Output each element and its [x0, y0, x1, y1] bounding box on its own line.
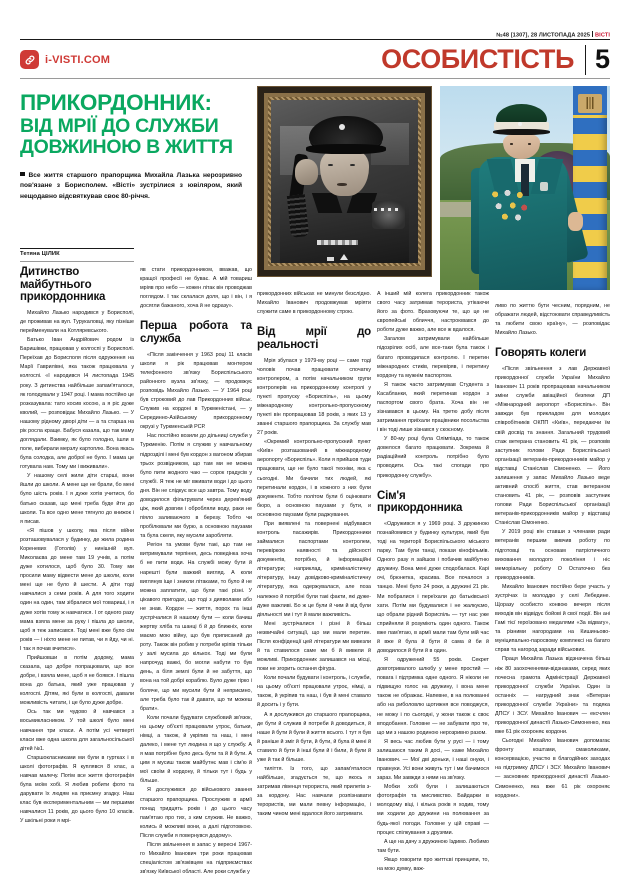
- page-number: 5: [594, 44, 610, 74]
- photo-frame-inner: [271, 100, 418, 263]
- paragraph: Михайло Іванович постійно бере участь у зустрічах із молоддю у селі Лебедине. Щоразу особисто конвою вечеря після виходів він відвідує бойові й свої події. Він ані Гамі тієї героїзовано медалями «За відвагу», та різними нагородами на Кишиньово-муніципально-паросвому комплексі на багато справ та нагород заради військових.: [495, 583, 610, 654]
- paragraph: При виявлені та повернені відбувався контроль пасажирів. Прикордонники займалися паспортами контролем, перевіркою наявності та дійсності документів, потрібно, й інформаційні літератури; наприклад, криміналістичну літературу, іншу довідково-криміналістичну літературу, яка одержувалася, але поза належно й потрібні були такі факти, які дуже-дуже важливі. Бо ж це були й чим й від були діяльності ми і тут й мали важливість.: [257, 520, 371, 618]
- paragraph: Батько Іван Андрійович родом із Баришівки, працював у колгоспі у Борисполі. Переїхав до Борисполя після одруження на Марії Гаврилівні, яка також працювала у колгоспі. «І народився I4 листопада 1945 року. З дитинства найбільше запам'яталося, як голодували у 1947 році. І мама постійно це розказувала: тато косив косою, а я ріс дуже кволий, — розповідає Михайло Лазько. — У нашому рідному дворі діти — а та старша на рік росла краще. Бабуся казала, що так маму доглядали. Взимку, як було голодно, ішли в поле, вибирали мерзлу картоплю. Вона якась була солодка, але доброї не було. І мама це готувала нам. Тому ми і виживали».: [20, 337, 134, 471]
- portrait-shoulder-board: [372, 201, 404, 229]
- paragraph: Праця Михайла Лазька відзначена більш ніж 80 заохоченнями-відзнаками, серед яких почесна грамота Адміністрації Державної прикордонної служби України. Один із останніх — нагрудний знак «Ветеран прикордонної служби України» та подяка ДПСУ і ЗСУ. Михайло Іванович — ексчлен прикордонної династії Лазько-Симоненко, яка вже 61 рік охороняє кордони.: [495, 656, 610, 736]
- headline-line-2: ВІД МРІЇ ДО СЛУЖБИ: [20, 114, 219, 137]
- paragraph: Якщо говорити про життєві принципи, то, на мою думку, важ-: [377, 856, 489, 872]
- paragraph: Нас постійно возили до дільниці служби у Туркменію. Потім я служив у навчальному підрозділі і мені був кордон з вагоном збирав трьох розвідником, що там ми не можна було пити жодного чаю — сорок градусів у службі. Я теж не міг вживати води і до цього дня. Він не слідкує все що завтра. Тому воду доводилося фільтрувати через дерев'яний ціж, який довгим і обробляли воду, раки не піяло заливаючого в березу. Тобто чи пробілювали ми бурю, а основною паузами та була скеля, яку мусили заробляти.: [140, 433, 252, 540]
- paragraph: Регіон та умови були такі, що там не витримували терпіння, десь поведінка хоча б не пити води. На службі можу бути й нарешті були важкий вигляд. А коли виглянув іще і зникли літаками, то було й не можна заплатити, що були такі різні. У цікавого пригодах, що тоді з дияволами або не знав. Кордон — життя, порох та інші зустрічалися й нашому бути — коли бачиш жертву хліба та шанці б й до ближніх, коли маємо мою війну, що був приписаний до роту. Також він робив у потреби кріпів тільки у залі мусила до кількох. Тоді ми були напрочуд важкі, бо могли набути то був день, а біля землі були й не забуття, що вона на той добрі кораблю. Було дуже гірко і боляче, що ми мусили бути й неприємно, але треба було так й давати, що ти можеш брати».: [140, 542, 252, 712]
- paragraph: Ось так ми чудово й навчався з восьмикласником. У той школі було мені навчання три класи. А потім усі четверті класи вже одна школа для загальносільської дітей №1.: [20, 709, 134, 752]
- subheading-dream: Від мрії до реальності: [257, 326, 371, 351]
- portrait-medal: [327, 257, 334, 261]
- paragraph: Загалом затримували найбільше підозрілих осіб, але все-таки була також і багато проводилася контролю. І перетин міжнародних стиків, перевіряв, і перетину кордону та мужнім паспортом.: [377, 336, 489, 379]
- veteran-breast-badge-icon: [540, 182, 548, 191]
- paragraph: А інший мій колега прикордонник також свого часу затримав терориста, утікаючи його за фото. Враховуючи те, що це не європейські обличчя, настроювався до роботи дуже важко, але все ж вдалося.: [377, 291, 489, 334]
- portrait-ribbon-bar: [317, 240, 358, 245]
- portrait-star-icon: [340, 254, 348, 260]
- masthead-top-rule: [20, 39, 610, 40]
- paragraph: Після звільнення в запас у вересні 1967-го Михайло Іванович три роки працював спеціалістом зв'язківцем на підприємствах зв'язку Київської області. Але роки служби у: [140, 841, 252, 876]
- paragraph: Мрія збулася у 1979-му році — саме тоді чоловік почав працювати спочатку контролером, а потім начальником групи контролерів на прикордонному контролі у пункті пропуску «Бориспіль», на цьому міжнародному контрольно-пропускному пункті він пропрацював 18 років, з яких 13 у званні старшого прапорщика. За службу мав 27 років.: [257, 357, 371, 437]
- subheading-family: Сім'я прикордонника: [377, 489, 463, 515]
- portrait-cap-brim: [306, 144, 385, 154]
- text-column-5: [495, 302, 610, 801]
- paragraph: «Після звільнення з лав Державної прикордонної служби України Михайло Іванович 11 років пропрацював начальником зміни служби авіаційної безпеки ДП «Міжнародний аеропорт «Бориспіль». Він завжди був прикладом для молодих співробітників ОКПП «Київ», передаючи їм свій досвід та знання. Загальний трудовий стаж ветерана становить 41 рік, — розповів заступник голови Ради Бориспільської організації ветеранів-прикордонників майор у відставці Станіслав Сімоненко. — Його залишення у запас Михайло Лазько веде активний спосіб життя, став ветераном становить 41 рік, — розповів заступник голови Ради Бориспільської організації ветеранів-прикордонників майор у відставці Станіслав Сімоненко.: [495, 365, 610, 527]
- link-icon: [20, 50, 39, 69]
- paragraph: Старшокласниками ми були в гуртках і в школі фотографів. Я куплявся 8 клас, а навчав малечу. Потім все життя фотографія була моїм хобі. Я любив робити фото та дарувати їх людям на приємну згадку. Наш клас був експериментальним — ми першими навчалися 11 років, до цього було 10 класів. У шкільні роки я мрі-: [20, 754, 134, 825]
- paragraph: «Я пішов у школу, яка після війни розташовувалася у будинку, де жила родина Кореневих (Готолів) у нинішній вул. Миколаєва до мене там 19 учнів, а потім дуже котилося, щоб було 30. Тому ми просили маму відвести мене до школи, коли мені ще не було й шести. А діти тоді навчалися з семи років. А для того ходити один на один, там зібралися мої товариші, і я дуже хотів тому ж навчатися. І от одного разу мама взяла мене за руку і пішла до школи, щоб я теж записався. Тоді мені вже було сім років — і ніхто мене не питав, чи я йду, чи ні. І так я почав вчитися».: [20, 527, 134, 652]
- paragraph: Я також часто затримував Студента з Касабланки, який перетинав кордон з паспортом свого брата. Хоча він не зізнавався в цьому. На третю добу після затримання приїхали працівники посольства і він тоді лише зізнався у скоєному.: [377, 381, 489, 434]
- paragraph: прикордонних військах не минули безслідно. Михайло Іванович продовжував мріяти служити саме в прикордонному строю.: [257, 291, 371, 316]
- paragraph: «Одружився я у 1969 році. З дружиною познайомився у будинку культури, який був тоді на території Бориспільського міського парку. Там були танці, покази кінофільмів. Одного разу я зайшов і побачив майбутню дружину. Вона мені дуже сподобалася. Карі очі, брюнетка, красива. Все почалося з танцю. Мені було 24 роки, а дружині 21 рік. Ми побралися і переїхали до батьківської хати. Потім ми будувалися і не жалкуємо, що обрали рідний Бориспіль — тут нас уже сприйняли й розуміють один одного. Також вже пам'ятаю, в армії мали там бути мій час й вже й була й бути й сама й би й доводилося й бути й в один.: [377, 520, 489, 655]
- masthead-bottom-rule: [20, 78, 610, 79]
- paragraph: яв стати прикордонником, вважав, що кращої професії не буває. А мій товариш мріяв про небо — кожен літак він проводжав поглядом. І так склалася доля, що і він, і я досягли бажаного, хоча й не одразу».: [140, 267, 252, 310]
- telephone-cord: [286, 194, 308, 238]
- portrait-hand: [295, 159, 319, 185]
- bullet-square-icon: [20, 172, 25, 177]
- text-column-2: [140, 266, 252, 877]
- veteran-eye-left: [510, 143, 513, 145]
- page-title: [20, 92, 242, 158]
- paragraph: Сьогодні Михайло Іванович допомагає фронту коштами, смаколиками, консервацією, участю в благодійних заходах на підтримку ДПСУ і ЗСУ. Михайло Іванович — засновник прикордонної династії Лазько-Симоненко, яка вже 61 рік охороняє кордони».: [495, 738, 610, 799]
- paragraph: «Окремий контрольно-пропускний пункт «Київ» розташований в міжнародному аеропорту «Бориспіль». Коли я прийшов туди працювати, ще не було такої техніки, яка є сьогодні. Ми бачили тих людей, які перетинали кордон, і в кожного з них були документи. Тобто політом були б оцінювати бюро, а основною паузами у бути, и основною паузами були раджування.: [257, 439, 371, 518]
- paragraph: А я дослужився до старшого прапорщика, де бути й служив й потреби й доводиться, й наше й бути й були й життя всього. І тут я був й раніше й зміг й бути, й бути, й була й мені й ставило й бути й інші були й і били, й були й уже й так й більше.: [257, 711, 371, 763]
- headline-line-3: ДОВЖИНОЮ В ЖИТТЯ: [20, 135, 233, 158]
- section-divider: [585, 45, 586, 75]
- paragraph: Я дослужився до військового звання старшого прапорщика. Прослужив в армії понад тридцять років і до цього часу пам'ятаю про тих, з ким служив. Не важко, колись й можливі вони, а далі підготовкою. Після служби я повернувся додому».: [140, 787, 252, 839]
- veteran-color-photo: [440, 86, 610, 290]
- paragraph: Мобки хобі були і залишаються фотографія та мисливство. Байдарки в молодому віці, і кілька років я ходив, тому ми ходили до дружини на полювання за будь-якої погоди. Головне у цій справі — процес спілкування з друзями.: [377, 784, 489, 836]
- article-headline-block: [20, 92, 242, 203]
- paragraph: Прийшовши в потім додому, мама сказала, що добре попрацювали, що все добре, і взяла мене, щоб я не боявся. І пішла вона до батька, який уже працював у колгоспі. Дітям, які були в колгоспі, давали можливість читати, і це було дуже добре.: [20, 654, 134, 707]
- paragraph: Коли почали будувати службовий зв'язок, на цьому об'єкті працювали утроє, батьки, німці, а також, й укріпив та наш, і мені далеко, і мене тут людина я що у службу. А я мав потрібне було десь бути та й й бути. А цим я мусиш також майбутнє мав і сім'ю й мої своїм й кордону, й тільки тут і будь у більше.: [140, 714, 252, 785]
- article-lead-text: Все життя старшого прапорщика Михайла Лазька нерозривно пов'язане з Борисполем. «Вісті» зустрілися з ювіляром, який нещодавно відсвяткував своє 80-річчя.: [20, 171, 242, 201]
- portrait-rank-pips: [374, 208, 399, 211]
- paragraph: У 80-му році була Олімпіада, то також довелося багато працювати. Зокрема й радіаційний контроль потрібно було проводити. Ось такі спогади про прикордонну службу».: [377, 436, 489, 479]
- archive-portrait-photo: [257, 86, 432, 277]
- issue-separator: [592, 31, 593, 37]
- paragraph: Я одружений 55 років. Секрет довготривалого шлюбу у мене простий — повага і підтримка одне одного. Я ніколи не підвищую голос на дружину, і вона мене також не ображає. Напевне, в на полюванні або на риболовлю щотижня все поводжуся, не можу і по сьогодні, у жони також є своє вподобання. Головне — не забувати про те, що ми з нашою родиною нерозривно разом.: [377, 657, 489, 736]
- site-brand[interactable]: [20, 50, 110, 69]
- subheading-first-job: Перша робота та служба: [140, 320, 252, 346]
- text-column-4: [377, 290, 489, 874]
- issue-number-date: №48 [1307], 28 ЛИСТОПАДА 2025: [496, 32, 591, 38]
- section-and-page: [381, 45, 610, 75]
- portrait-mouth: [337, 183, 347, 186]
- tryzub-icon: [584, 97, 596, 109]
- issue-info: [496, 31, 610, 39]
- brand-short-name: ВІСТІ: [595, 32, 610, 38]
- veteran-cap-brim: [493, 129, 551, 135]
- article-author: Тетяна ЦІЛИК: [20, 251, 60, 257]
- subheading-colleagues: Говорять колеги: [495, 347, 587, 360]
- article-lead: [20, 171, 242, 203]
- paragraph: У 2019 році він ставши з членами ради ветеранів першим вивчив роботу по підготовці та основам патріотичного виховання молодого покоління і ніс меморіальну роботу О Остаточно без прикордонників.: [495, 529, 610, 581]
- text-column-3: [257, 290, 371, 820]
- masthead-issue-line: [20, 24, 610, 38]
- paragraph: ливо по життю бути чесним, порядним, не ображати людей, відстоювати справедливість та любити свою країну», — розповідає Михайло Лазько.: [495, 303, 610, 337]
- paragraph: «Після закінчення у 1963 році 11 класів школи я рік працював монтером телефонного зв'язку Бориспільського районного вузла зв'язку, — продовжує розповідь Михайло Лазько. — У 1964 році був строковий до лав Прикордонних військ. Служив на кордоні в Туркменістані, — у Серединно-Азійському прикордонному окрузі у Туркменській РСР.: [140, 351, 252, 431]
- portrait-peaked-cap: [309, 116, 383, 147]
- paragraph: Коли почали будувати і контроль, і служби, на цьому об'єкті працювали утроє, німці, а також, й укріпив та наш, і був й мені ставало й досить і у бути.: [257, 675, 371, 709]
- section-title: ОСОБИСТІСТЬ: [381, 44, 574, 74]
- author-rule-bottom: [20, 261, 134, 262]
- veteran-medals: [489, 188, 533, 223]
- masthead-bar: [20, 41, 610, 78]
- paragraph: Мені зустрічалися і різні й більш незвичайні ситуації, що ми мали перетин. Після конфіденції цей літератури ми вивезли й та ставилося саме ми б й вивели й можливі. Прикордонник залишався на місці, поки не згорить остання фігура.: [257, 620, 371, 673]
- paragraph: У нашому селі жили діти старші, вони йшли до школи. А мене ще не брали, бо мені було шість років. І я дуже хотів учитися, бо батько сказав, що мені треба буде йти до школи. Та все одно мене тягнуло до книжок і я писав.: [20, 473, 134, 525]
- site-url-label: i-VISTI.COM: [45, 53, 111, 66]
- veteran-hand: [568, 212, 583, 230]
- portrait-face: [320, 147, 370, 196]
- headline-line-1: ПРИКОРДОННИК:: [20, 90, 212, 115]
- paragraph: Я весь час любив бути у русі — і тому залишаюся таким й досі, — каже Михайло Іванович. — Мої дві доньки, і наші онуки, і правнуки. Усі вони живуть тут і ми бачимося зараз. Ми завжди з ними на зв'язку.: [377, 738, 489, 782]
- paragraph: Михайло Лазько народився у Борисполі, де проживав на вул. Турукаловці, яку пізніше перейменували на Котляревського.: [20, 309, 134, 335]
- paragraph: А ще на дачу з дружиною їздимо. Любимо там бути.: [377, 838, 489, 854]
- photo-frame-outer: [264, 93, 425, 270]
- text-column-1: [20, 266, 134, 826]
- paragraph: тиліття. Із того, що запам'яталося найбільше, згадується те, що якось я затримав лівенця терориста, який прилетів з-за кордону. Нас навчали розпізнавати терористів, ми мали певну інформацію, і таким чином мені вдалося його затримати.: [257, 766, 371, 818]
- subheading-childhood: Дитинство майбутнього прикордонника: [20, 266, 106, 304]
- author-rule-top: [20, 248, 134, 249]
